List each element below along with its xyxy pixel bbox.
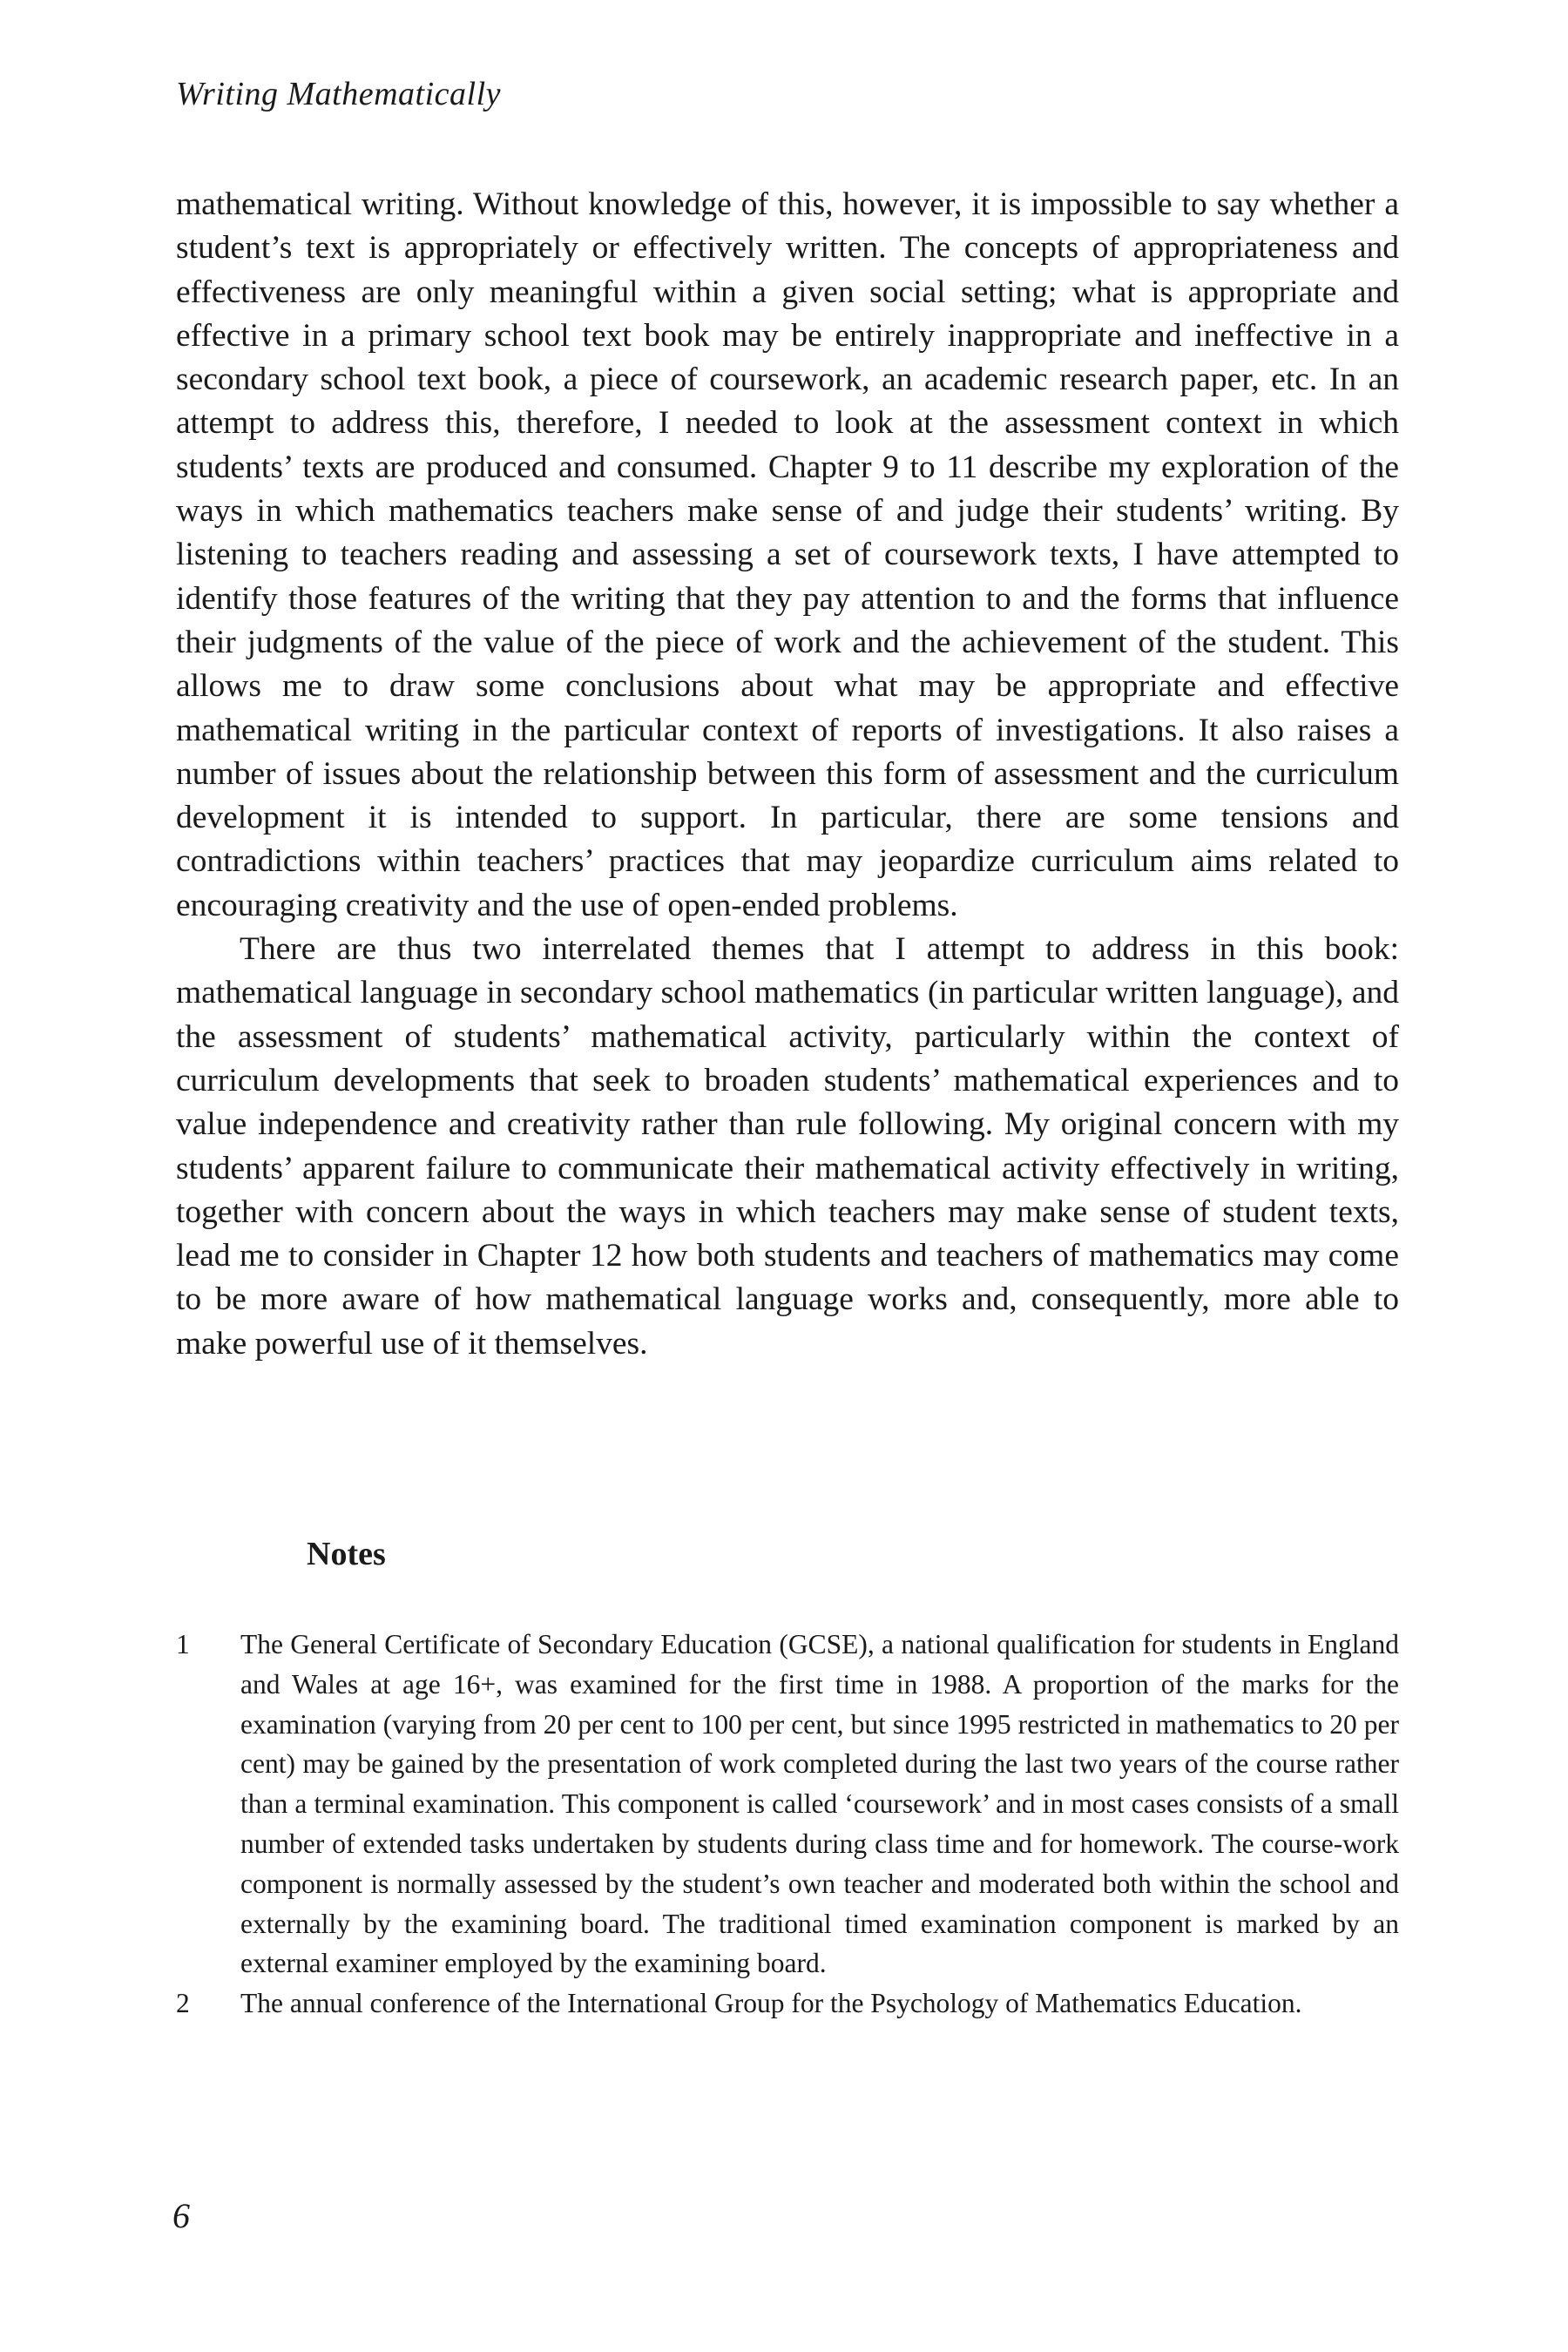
page-number: 6 [172,2196,190,2235]
note-item-2 [176,1984,1399,2024]
note-number: 1 [176,1629,190,1659]
note-text: The annual conference of the International Group for the Psychology of Mathematics Education. [240,1988,1302,2019]
body-paragraph-2: There are thus two interrelated themes that I attempt to address in this book: mathematical language in secondary school mathematics (in particular written language), and the assessment of students’ mathematical activity, particularly within the context of curriculum developments that seek to broaden students’ mathematical experiences and to value independence and creativity rather than rule following. My original concern with my students’ apparent failure to communicate their mathematical activity effectively in writing, together with concern about the ways in which teachers may make sense of student texts, lead me to consider in Chapter 12 how both students and teachers of mathematics may come to be more aware of how mathematical language works and, consequently, more able to make powerful use of it themselves. [176,931,1399,1362]
notes-heading: Notes [307,1536,386,1572]
main-body-text [176,183,1399,1366]
note-number: 2 [176,1988,190,2019]
body-paragraph-1: mathematical writing. Without knowledge of this, however, it is impossible to say whether a student’s text is appropriately or effectively written. The concepts of appropriateness and effectiveness are only meaningful within a given social setting; what is appropriate and effective in a primary school text book may be entirely inappropriate and ineffective in a secondary school text book, a piece of coursework, an academic research paper, etc. In an attempt to address this, therefore, I needed to look at the assessment context in which students’ texts are produced and consumed. Chapter 9 to 11 describe my exploration of the ways in which mathematics teachers make sense of and judge their students’ writing. By listening to teachers reading and assessing a set of coursework texts, I have attempted to identify those features of the writing that they pay attention to and the forms that influence their judgments of the value of the piece of work and the achievement of the student. This allows me to draw some conclusions about what may be appropriate and effective mathematical writing in the particular context of reports of investigations. It also raises a number of issues about the relationship between this form of assessment and the curriculum development it is intended to support. In particular, there are some tensions and contradictions within teachers’ practices that may jeopardize curriculum aims related to encouraging creativity and the use of open-ended problems. [176,186,1399,923]
notes-list [176,1625,1399,2024]
running-head-title: Writing Mathematically [176,76,502,112]
note-text: The General Certificate of Secondary Education (GCSE), a national qualification for students in England and Wales at age 16+, was examined for the first time in 1988. A proportion of the marks for the examination (varying from 20 per cent to 100 per cent, but since 1995 restricted in mathematics to 20 per cent) may be gained by the presentation of work completed during the last two years of the course rather than a terminal examination. This component is called ‘coursework’ and in most cases consists of a small number of extended tasks undertaken by students during class time and for homework. The course-work component is normally assessed by the student’s own teacher and moderated both within the school and externally by the examining board. The traditional timed examination component is marked by an external examiner employed by the examining board. [240,1629,1399,1979]
note-item-1 [176,1625,1399,1984]
